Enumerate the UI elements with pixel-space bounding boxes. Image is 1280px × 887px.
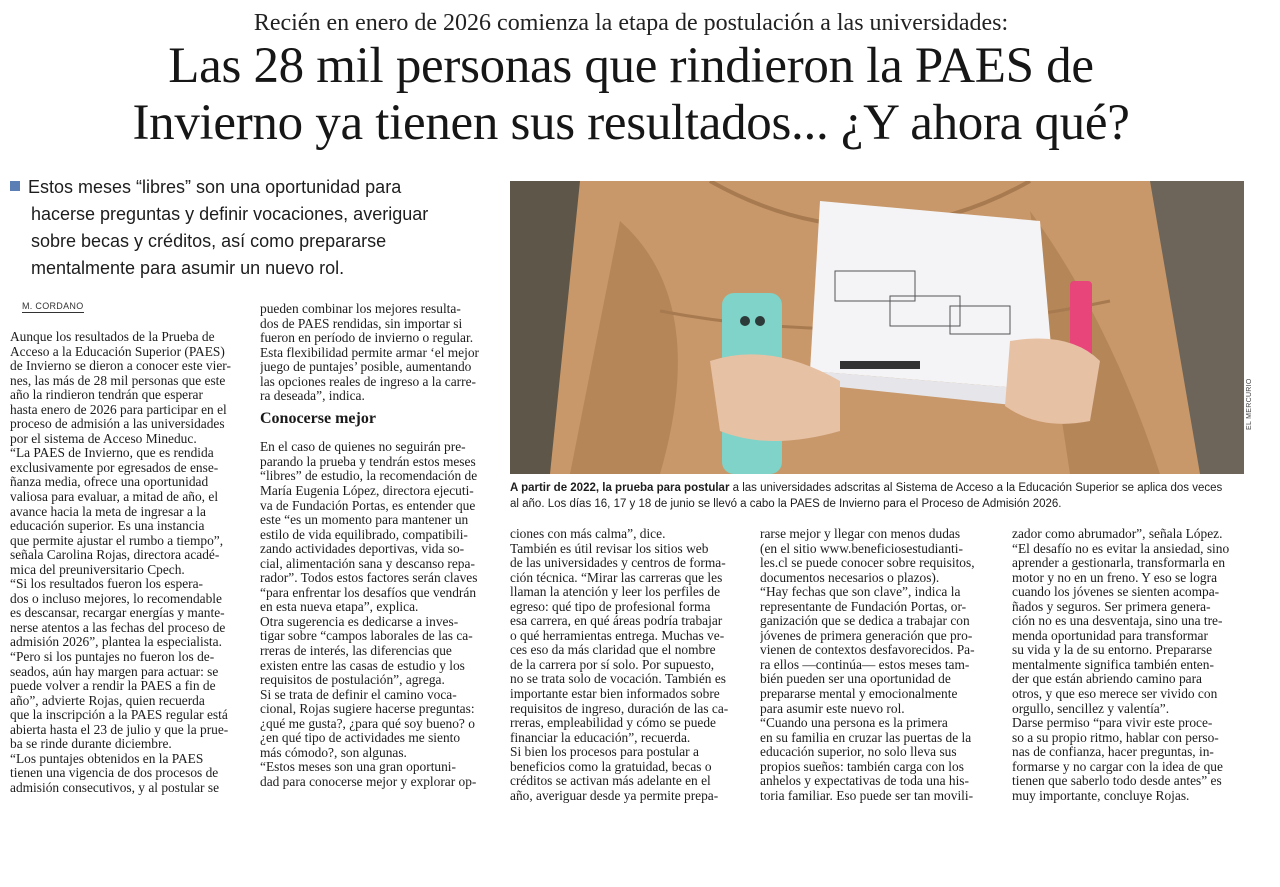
text-line: ra ellos —continúa— estos meses tam- (760, 657, 970, 672)
text-line: admisión consecutivos, y al postular se (10, 780, 220, 795)
column-1 (10, 330, 244, 796)
text-line: “La PAES de Invierno, que es rendida (10, 446, 214, 461)
summary-bullet (10, 174, 490, 282)
headline-line: Invierno ya tienen sus resultados... ¿Y ahora qué? (132, 95, 1130, 151)
text-line: financiar la educación”, recuerda. (510, 730, 691, 745)
subheading: Conocerse mejor (260, 409, 376, 427)
text-line: También es útil revisar los sitios web (510, 541, 709, 556)
text-line: ción técnica. “Mirar las carreras que les (510, 570, 723, 585)
text-line: cuando los jóvenes se sienten acompa- (1012, 585, 1220, 600)
caption-text: a las universidades adscritas al Sistema de Acceso a la Educación Superior se aplica dos veces (729, 482, 1223, 494)
photo-illustration (510, 181, 1244, 474)
text-line: ra deseada”, indica. (260, 389, 365, 404)
photo-credit: EL MERCURIO (1246, 378, 1253, 430)
text-line: les.cl se puede conocer sobre requisitos, (760, 556, 975, 571)
text-line: ñanza media, ofrece una oportunidad (10, 475, 209, 490)
text-line: otros, y que eso merece ser vivido con (1012, 687, 1218, 702)
text-line: existen entre las casas de estudio y los (260, 658, 465, 673)
text-line: mentalmente significa también enten- (1012, 657, 1214, 672)
text-line: no se trata solo de vocación. También es (510, 672, 726, 687)
text-line: las opciones reales de ingreso a la carre- (260, 374, 477, 389)
column-2-bottom (260, 440, 494, 789)
square-bullet-icon (10, 181, 20, 191)
text-line: Darse permiso “para vivir este proce- (1012, 716, 1213, 731)
text-line: año la rindieron tendrán que esperar (10, 388, 203, 403)
text-line: educación superior. Es una instancia (10, 519, 205, 534)
text-line: año”, advierte Rojas, quien recuerda (10, 693, 205, 708)
text-line: María Eugenia López, directora ejecuti- (260, 484, 474, 499)
summary-line: sobre becas y créditos, así como prepararse (31, 231, 387, 251)
text-line: puede volver a rendir la PAES a fin de (10, 679, 216, 694)
text-line: requisitos de postulación”, agrega. (260, 673, 445, 688)
text-line: ganización que se dedica a trabajar con (760, 614, 970, 629)
text-line: representante de Fundación Portas, or- (760, 599, 967, 614)
text-line: “Estos meses son una gran oportuni- (260, 760, 456, 775)
text-line: (en el sitio www.beneficiosestudianti- (760, 541, 963, 556)
text-line: motor y no en un freno. Y eso se logra (1012, 570, 1218, 585)
text-line: más cómodo?, son algunas. (260, 745, 407, 760)
text-line: propios sueños: también carga con los (760, 759, 964, 774)
text-line: este “es un momento para mantener un (260, 513, 469, 528)
article-photo (510, 181, 1244, 474)
text-line: dad para conocerse mejor y explorar op- (260, 774, 477, 789)
text-line: dos de PAES rendidas, sin importar si (260, 316, 463, 331)
text-line: formarse y no cargar con la idea de que (1012, 759, 1223, 774)
text-line: exclusivamente por egresados de ense- (10, 460, 219, 475)
summary-line (10, 174, 490, 201)
text-line: aprender a gestionarla, transformarla en (1012, 556, 1226, 571)
text-line: jóvenes de primera generación que pro- (760, 628, 973, 643)
text-line: rreras de interés, las diferencias que (260, 644, 452, 659)
caption-lead: A partir de 2022, la prueba para postular (510, 482, 730, 494)
text-line: ¿qué me gusta?, ¿para qué soy bueno? o (260, 716, 475, 731)
text-line: ces eso da más claridad que el nombre (510, 643, 716, 658)
text-line: orgullo, sencillez y valentía”. (1012, 701, 1170, 716)
text-line: abierta hasta el 23 de julio y que la prue- (10, 722, 229, 737)
text-line: valiosa para evaluar, a mitad de año, el (10, 490, 219, 505)
text-line: importante estar bien informados sobre (510, 687, 720, 702)
text-line: nes, las más de 28 mil personas que este (10, 373, 226, 388)
text-line: “libres” de estudio, la recomendación de (260, 469, 478, 484)
text-line: tigar sobre “campos laborales de las ca- (260, 629, 473, 644)
summary-line: hacerse preguntas y definir vocaciones, averiguar (31, 204, 429, 224)
text-line: so a su propio ritmo, hablar con perso- (1012, 730, 1219, 745)
text-line: mica del preuniversitario Cpech. (10, 562, 185, 577)
text-line: “para enfrentar los desafíos que vendrán (260, 585, 477, 600)
text-line: año, averiguar desde ya permite prepa- (510, 788, 719, 803)
text-line: créditos se activan más adelante en el (510, 774, 711, 789)
text-line: beneficios como la gratuidad, becas o (510, 759, 712, 774)
text-line: nerse atentos a las fechas del proceso de (10, 620, 226, 635)
text-line: “Los puntajes obtenidos en la PAES (10, 751, 204, 766)
photo-caption (510, 480, 1250, 512)
text-line: educación superior, no solo lleva sus (760, 745, 957, 760)
text-line: tienen que saberlo todo desde antes” es (1012, 774, 1222, 789)
text-line: toria familiar. Eso puede ser tan movili- (760, 788, 974, 803)
text-line: rreras, empleabilidad y cómo se puede (510, 716, 716, 731)
text-line: egreso: qué tipo de profesional forma (510, 599, 711, 614)
text-line: Aunque los resultados de la Prueba de (10, 330, 215, 344)
text-line: ción no es una desventaja, sino una tre- (1012, 614, 1223, 629)
text-line: zando actividades deportivas, vida so- (260, 542, 465, 557)
column-3 (510, 527, 744, 803)
text-line: rarse mejor y llegar con menos dudas (760, 527, 961, 541)
text-line: ciones con más calma”, dice. (510, 527, 666, 541)
caption-line (510, 480, 1250, 496)
text-line: “El desafío no es evitar la ansiedad, sino (1012, 541, 1230, 556)
text-line: en esta nueva etapa”, explica. (260, 600, 419, 615)
text-line: “Hay fechas que son clave”, indica la (760, 585, 961, 600)
caption-line: al año. Los días 16, 17 y 18 de junio se llevó a cabo la PAES de Invierno para el Proceso de Admisión 2026. (510, 498, 1062, 510)
text-line: En el caso de quienes no seguirán pre- (260, 440, 466, 455)
text-line: requisitos de ingreso, duración de las ca- (510, 701, 729, 716)
text-line: que permite ajustar el rumbo a tiempo”, (10, 533, 224, 548)
text-line: nas de confianza, hacer preguntas, in- (1012, 745, 1214, 760)
text-line: fueron en período de invierno o regular. (260, 331, 474, 346)
text-line: cional, Rojas sugiere hacerse preguntas: (260, 702, 475, 717)
text-line: por el sistema de Acceso Mineduc. (10, 431, 197, 446)
text-line: señala Carolina Rojas, directora acadé- (10, 548, 220, 563)
text-line: proceso de admisión a las universidades (10, 417, 225, 432)
byline: M. CORDANO (22, 301, 84, 311)
text-line: menda oportunidad para transformar (1012, 628, 1208, 643)
text-line: Acceso a la Educación Superior (PAES) (10, 344, 225, 359)
text-line: ba se rinde durante diciembre. (10, 737, 172, 752)
text-line: vienen de contextos desfavorecidos. Pa- (760, 643, 975, 658)
text-line: bién pueden ser una oportunidad de (760, 672, 951, 687)
text-line: en su familia en cruzar las puertas de la (760, 730, 972, 745)
summary-line: mentalmente para asumir un nuevo rol. (31, 258, 345, 278)
text-line: de las universidades y centros de forma- (510, 556, 726, 571)
text-line: juego de puntajes’ posible, aumentando (260, 360, 472, 375)
column-2 (260, 302, 494, 790)
text-line: Si se trata de definir el camino voca- (260, 687, 457, 702)
text-line: su vida y la de su entorno. Prepararse (1012, 643, 1213, 658)
text-line: Si bien los procesos para postular a (510, 745, 699, 760)
text-line: seados, aún hay margen para actuar: se (10, 664, 219, 679)
column-2-top (260, 302, 494, 404)
text-line: pueden combinar los mejores resulta- (260, 302, 461, 316)
text-line: zador como abrumador”, señala López. (1012, 527, 1223, 541)
text-line: muy importante, concluye Rojas. (1012, 788, 1190, 803)
text-line: avance hacia la meta de ingresar a la (10, 504, 206, 519)
text-line: de Invierno se dieron a conocer este vier- (10, 359, 231, 374)
text-line: esa carrera, en qué áreas podría trabajar (510, 614, 723, 629)
text-line: va de Fundación Portas, es entender que (260, 498, 476, 513)
text-line: admisión 2026”, plantea la especialista. (10, 635, 222, 650)
text-line: estilo de vida equilibrado, compatibili- (260, 527, 468, 542)
text-line: documentos necesarios o plazos). (760, 570, 940, 585)
text-line: prepararse mental y emocionalmente (760, 687, 958, 702)
text-line: hasta enero de 2026 para participar en el (10, 402, 227, 417)
text-line: llaman la atención y leer los perfiles de (510, 585, 721, 600)
text-line: “Si los resultados fueron los espera- (10, 577, 204, 592)
kicker: Recién en enero de 2026 comienza la etapa de postulación a las universidades: (253, 10, 1009, 36)
text-line: para asumir este nuevo rol. (760, 701, 905, 716)
text-line: dos o incluso mejores, lo recomendable (10, 591, 222, 606)
text-line: tienen una vigencia de dos procesos de (10, 766, 219, 781)
headline-line: Las 28 mil personas que rindieron la PAES de (168, 38, 1094, 94)
text-line: rador”. Todos estos factores serán claves (260, 571, 478, 586)
text-line: parando la prueba y tendrán estos meses (260, 454, 476, 469)
text-line: que la inscripción a la PAES regular está (10, 708, 228, 723)
summary-text: Estos meses “libres” son una oportunidad para (28, 177, 402, 197)
text-line: cial, alimentación sana y descanso repa- (260, 556, 475, 571)
text-line: de la carrera por sí solo. Por supuesto, (510, 657, 715, 672)
text-line: “Pero si los puntajes no fueron los de- (10, 650, 215, 665)
headline (0, 38, 1262, 152)
text-line: ñados y seguros. Ser primera genera- (1012, 599, 1211, 614)
column-4 (760, 527, 994, 803)
text-line: Otra sugerencia es dedicarse a inves- (260, 614, 459, 629)
text-line: der que están abriendo camino para (1012, 672, 1202, 687)
text-line: anhelos y expectativas de toda una his- (760, 774, 969, 789)
text-line: o qué herramientas entrega. Muchas ve- (510, 628, 725, 643)
text-line: Esta flexibilidad permite armar ‘el mejor (260, 345, 479, 360)
text-line: ¿en qué tipo de actividades me siento (260, 731, 461, 746)
text-line: “Cuando una persona es la primera (760, 716, 948, 731)
text-line: es descansar, recargar energías y mante- (10, 606, 225, 621)
column-5 (1012, 527, 1248, 803)
